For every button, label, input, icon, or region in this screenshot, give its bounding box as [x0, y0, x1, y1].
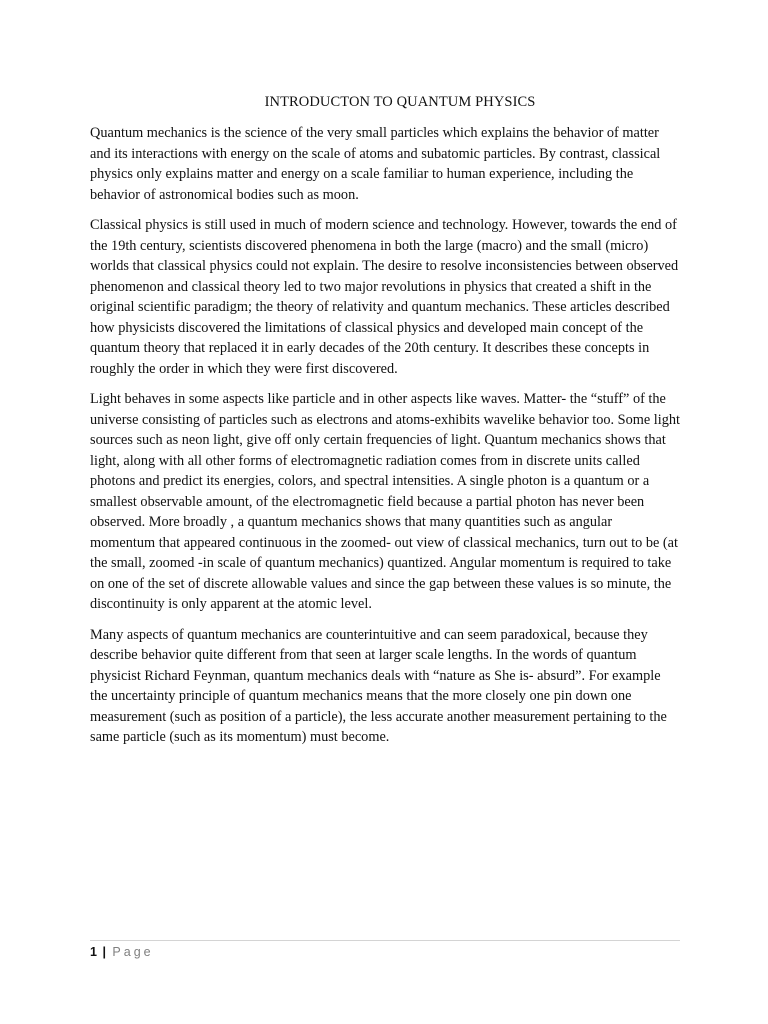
- paragraph-classical-physics: Classical physics is still used in much of modern science and technology. However, towards the end of the 19th century, scientists discovered phenomena in both the large (macro) and the small (micro) worlds that classical physics could not explain. The desire to resolve inconsistencies between observed phenomenon and classical theory led to two major revolutions in physics that created a shift in the original scientific paradigm; the theory of relativity and quantum mechanics. These articles described how physicists discovered the limitations of classical physics and developed main concept of the quantum theory that replaced it in early decades of the 20th century. It describes these concepts in roughly the order in which they were first discovered.: [90, 217, 679, 377]
- footer-divider: [90, 940, 680, 941]
- page-footer: [90, 944, 154, 960]
- paragraph-intro: Quantum mechanics is the science of the very small particles which explains the behavior of matter and its interactions with energy on the scale of atoms and subatomic particles. By contrast, classical physics only explains matter and energy on a scale familiar to human experience, including the behavior of astronomical bodies such as moon.: [90, 125, 661, 203]
- document-title: INTRODUCTON TO QUANTUM PHYSICS: [264, 94, 536, 110]
- paragraph-counterintuitive: Many aspects of quantum mechanics are counterintuitive and can seem paradoxical, because they describe behavior quite different from that seen at larger scale lengths. In the words of quantum physicist Richard Feynman, quantum mechanics deals with “nature as She is- absurd”. For example the uncertainty principle of quantum mechanics means that the more closely one pin down one measurement (such as position of a particle), the less accurate another measurement pertaining to the same particle (such as its momentum) must become.: [90, 626, 667, 745]
- paragraph-light-behavior: Light behaves in some aspects like particle and in other aspects like waves. Matter- the “stuff” of the universe consisting of particles such as electrons and atoms-exhibits wavelike behavior too. Some light sources such as neon light, give off only certain frequencies of light. Quantum mechanics shows that light, along with all other forms of electromagnetic radiation comes from in discrete units called photons and predict its energies, colors, and spectral intensities. A single photon is a quantum or a smallest observable amount, of the electromagnetic field because a partial photon has never been observed. More broadly , a quantum mechanics shows that many quantities such as angular momentum that appeared continuous in the zoomed- out view of classical mechanics, turn out to be (at the small, zoomed -in scale of quantum mechanics) quantized. Angular momentum is required to take on one of the set of discrete allowable values and since the gap between these values is so minute, the discontinuity is only apparent at the atomic level.: [90, 391, 681, 612]
- page-number: 1: [90, 945, 97, 959]
- document-body: [90, 123, 680, 758]
- page-label: Page: [112, 945, 154, 959]
- footer-separator: |: [102, 945, 106, 959]
